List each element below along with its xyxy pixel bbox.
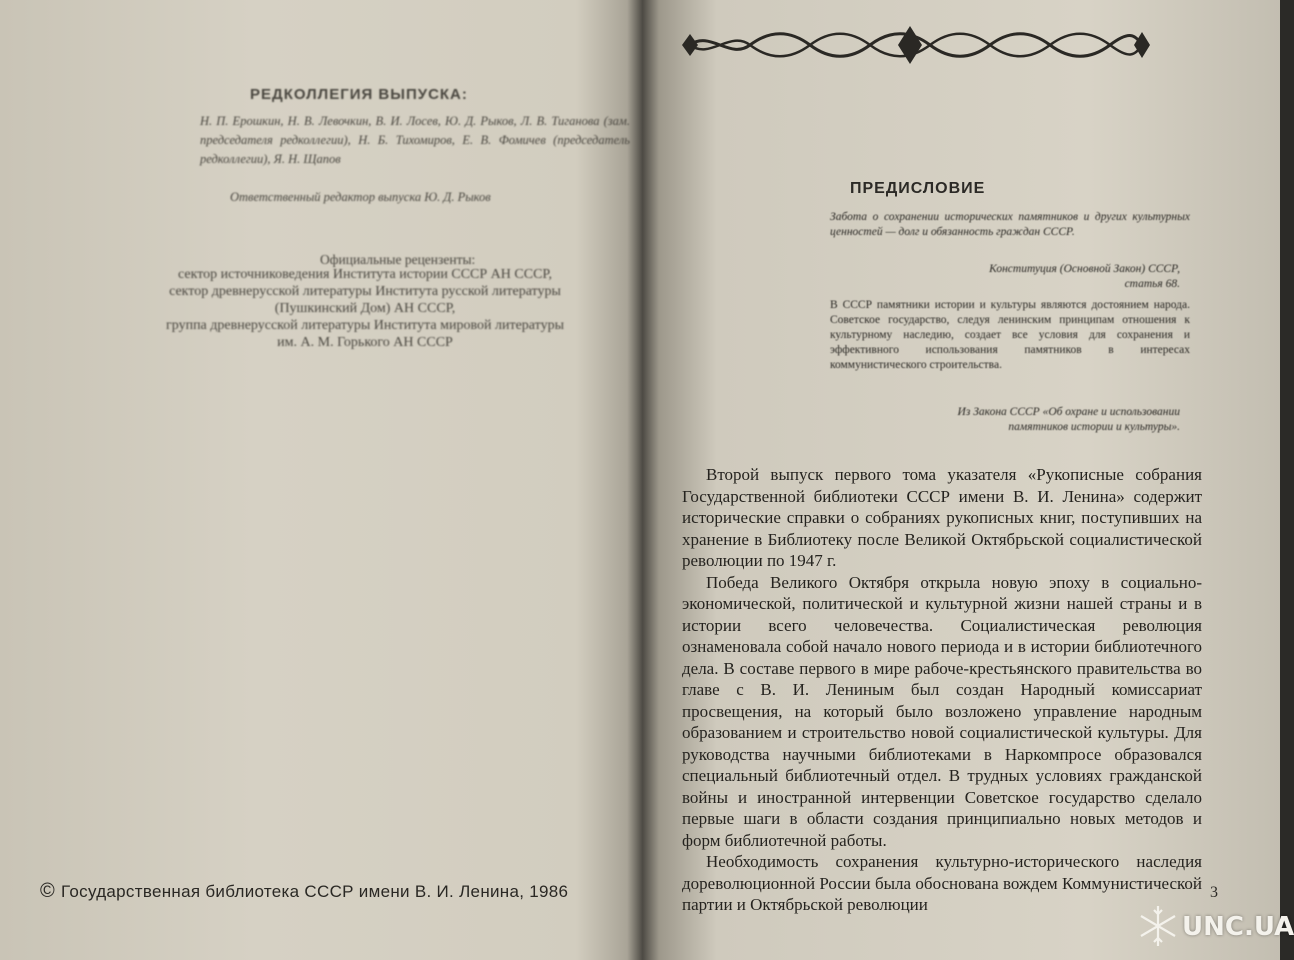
reviewers-title: Официальные рецензенты: [320, 252, 476, 267]
epigraph-2: В СССР памятники истории и культуры являются достоянием народа. Советское государство, следуя ленинским принципам отношения к культурному наследию, создает все условия для сохранения и эффективного использования памятников в интересах коммунистического строительства. [830, 299, 1190, 371]
watermark-text: UNC.UA [1182, 912, 1294, 942]
copyright-text: Государственная библиотека СССР имени В. И. Ленина, 1986 [61, 882, 569, 901]
ornament-border-icon [680, 20, 1150, 70]
paragraph: Необходимость сохранения культурно-исторического наследия дореволюционной России была обоснована вождем Коммунистической партии и Октябрьской революции [682, 852, 1202, 914]
preface-title: ПРЕДИСЛОВИЕ [850, 180, 986, 197]
right-page [650, 0, 1280, 960]
preface-body [682, 464, 1202, 916]
reviewer-line: сектор древнерусской литературы Института русской литературы [169, 284, 561, 299]
editorial-title: РЕДКОЛЛЕГИЯ ВЫПУСКА: [250, 86, 468, 103]
epigraph-1-source: Конституция (Основной Закон) СССР, статья 68. [989, 263, 1180, 290]
paragraph: Второй выпуск первого тома указателя «Рукописные собрания Государственной библиотеки СССР имени В. И. Ленина» содержит исторические справки о собраниях рукописных книг, поступивших на хранение в Библиотеку после Великой Октябрьской социалистической революции по 1947 г. [682, 465, 1202, 570]
reviewers-list [105, 266, 625, 351]
epigraph-1: Забота о сохранении исторических памятников и других культурных ценностей — долг и обязанность граждан СССР. [830, 211, 1190, 238]
epigraph-2-source: Из Закона СССР «Об охране и использовании памятников истории и культуры». [957, 406, 1180, 433]
editorial-members: Н. П. Ерошкин, Н. В. Левочкин, В. И. Лосев, Ю. Д. Рыков, Л. В. Тиганова (зам. председателя редколлегии), Н. Б. Тихомиров, Е. В. Фомичев (председатель редколлегии), Я. Н. Щапов [200, 114, 630, 166]
reviewer-line: им. А. М. Горького АН СССР [277, 335, 453, 350]
copyright-symbol: © [40, 880, 56, 902]
reviewer-line: сектор источниковедения Института истории СССР АН СССР, [178, 267, 552, 282]
paragraph: Победа Великого Октября открыла новую эпоху в социально-экономической, политической и культурной жизни нашей страны и в истории всего человечества. Социалистическая революция ознаменовала собой начало нового периода и в истории библиотечного дела. В составе первого в мире рабоче-крестьянского правительства во главе с В. И. Лениным был создан Народный комиссариат просвещения, на который было возложено управление народным образованием и строительство новой социалистической культуры. Для руководства научными библиотеками в Наркомпросе образовался специальный библиотечный отдел. В трудных условиях гражданской войны и иностранной интервенции Советское государство сделало первые шаги в области создания принципиально новых методов и форм библиотечной работы. [682, 572, 1202, 850]
reviewer-line: группа древнерусской литературы Института мировой литературы [166, 318, 564, 333]
left-page [0, 0, 630, 960]
copyright-line [40, 880, 568, 903]
page-number: 3 [1210, 884, 1218, 901]
reviewer-line: (Пушкинский Дом) АН СССР, [274, 301, 456, 316]
responsible-editor: Ответственный редактор выпуска Ю. Д. Рыков [230, 190, 491, 204]
